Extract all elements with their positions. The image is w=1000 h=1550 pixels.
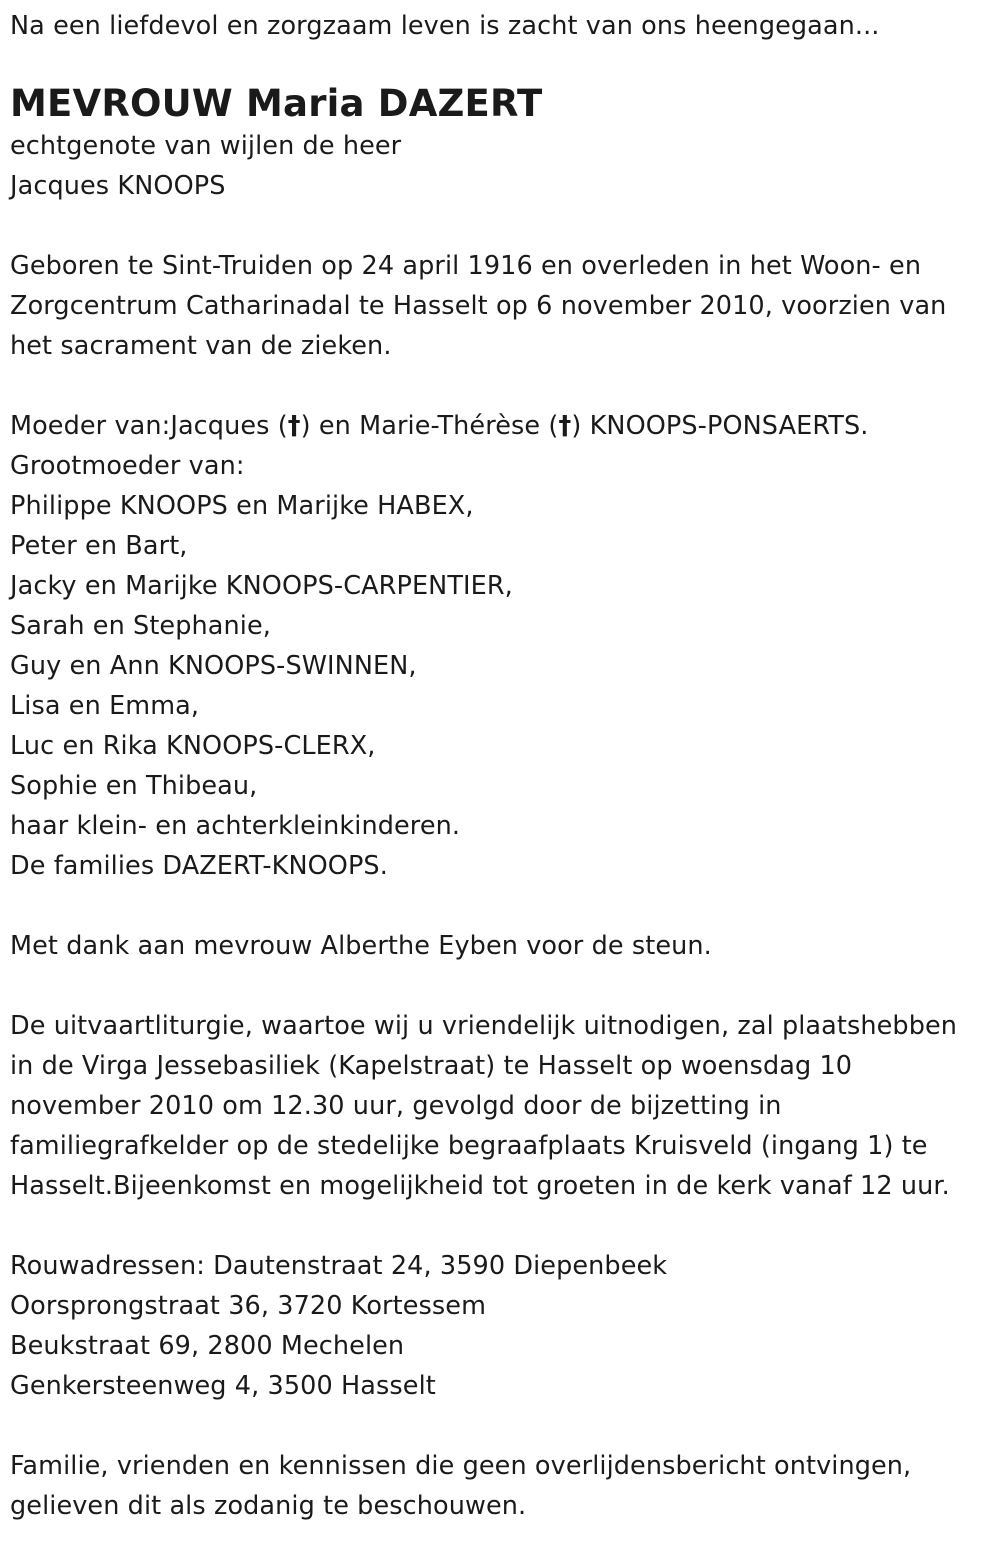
spacer [10,886,995,926]
list-item: Sarah en Stephanie, [10,611,271,641]
cross-icon: † [287,411,301,441]
paragraph-line: het sacrament van de zieken. [10,331,392,361]
paragraph-line: Geboren te Sint-Truiden op 24 april 1916 en overleden in het Woon- en [10,251,922,281]
address-line: Rouwadressen: Dautenstraat 24, 3590 Diepenbeek [10,1251,668,1281]
spacer [10,1406,995,1446]
paragraph-line: De uitvaartliturgie, waartoe wij u vriendelijk uitnodigen, zal plaatshebben [10,1011,958,1041]
mother-of-line [10,406,995,446]
obituary-notice [10,6,995,1526]
mother-of-prefix: Moeder van:Jacques ( [10,411,288,441]
closing-paragraph [10,1446,995,1526]
spacer [10,1206,995,1246]
birth-death-paragraph [10,246,995,366]
spacer [10,366,995,406]
intro-text: Na een liefdevol en zorgzaam leven is zacht van ons heengegaan... [10,11,880,41]
mother-of-suffix: ) KNOOPS-PONSAERTS. [571,411,869,441]
list-item: Sophie en Thibeau, [10,771,258,801]
thanks-line: Met dank aan mevrouw Alberthe Eyben voor de steun. [10,931,712,961]
address-line: Oorsprongstraat 36, 3720 Kortessem [10,1291,487,1321]
paragraph-line: familiegrafkelder op de stedelijke begraafplaats Kruisveld (ingang 1) te [10,1131,928,1161]
spouse-line: Jacques KNOOPS [10,171,226,201]
address-block [10,1246,995,1406]
funeral-paragraph [10,1006,995,1206]
address-line: Beukstraat 69, 2800 Mechelen [10,1331,405,1361]
paragraph-line: Familie, vrienden en kennissen die geen overlijdensbericht ontvingen, [10,1451,912,1481]
list-item: De families DAZERT-KNOOPS. [10,851,388,881]
spouse-line: echtgenote van wijlen de heer [10,131,402,161]
deceased-name: MEVROUW Maria DAZERT [10,82,543,125]
list-item: Peter en Bart, [10,531,188,561]
list-item: haar klein- en achterkleinkinderen. [10,811,461,841]
list-item: Philippe KNOOPS en Marijke HABEX, [10,491,474,521]
cross-icon: † [558,411,572,441]
list-item: Luc en Rika KNOOPS-CLERX, [10,731,376,761]
paragraph-line: november 2010 om 12.30 uur, gevolgd door de bijzetting in [10,1091,782,1121]
paragraph-line: gelieven dit als zodanig te beschouwen. [10,1491,527,1521]
spouse-block [10,126,995,206]
spacer [10,966,995,1006]
grandmother-list [10,446,995,886]
mother-of-middle: ) en Marie-Thérèse ( [300,411,559,441]
address-line: Genkersteenweg 4, 3500 Hasselt [10,1371,436,1401]
paragraph-line: in de Virga Jessebasiliek (Kapelstraat) te Hasselt op woensdag 10 [10,1051,853,1081]
list-item: Jacky en Marijke KNOOPS-CARPENTIER, [10,571,513,601]
paragraph-line: Hasselt.Bijeenkomst en mogelijkheid tot groeten in de kerk vanaf 12 uur. [10,1171,950,1201]
list-item: Lisa en Emma, [10,691,200,721]
list-item: Guy en Ann KNOOPS-SWINNEN, [10,651,417,681]
grandmother-heading: Grootmoeder van: [10,451,245,481]
paragraph-line: Zorgcentrum Catharinadal te Hasselt op 6 november 2010, voorzien van [10,291,947,321]
spacer [10,206,995,246]
